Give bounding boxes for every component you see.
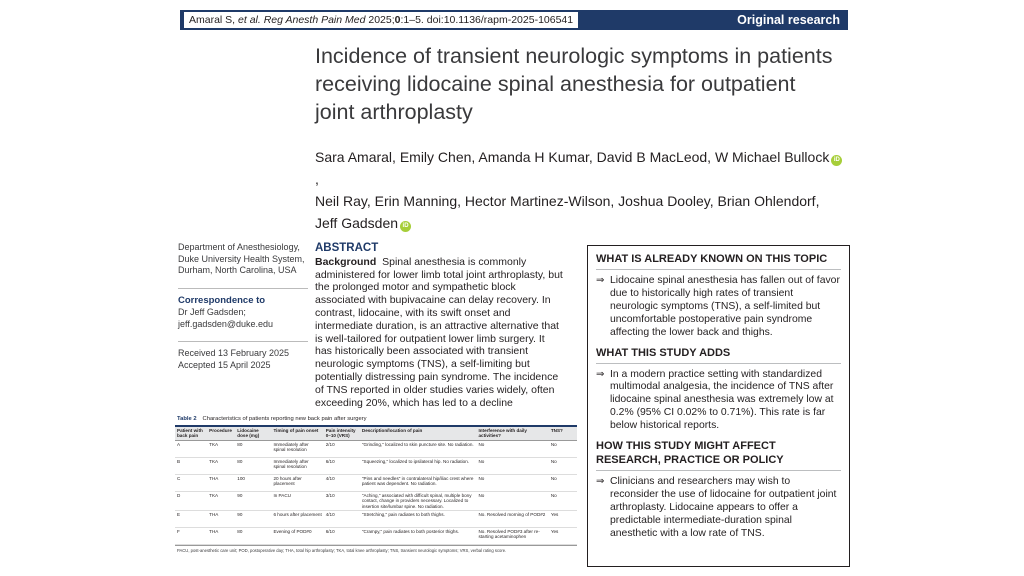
adds-heading: WHAT THIS STUDY ADDS [596,346,731,359]
table-cell: No [549,474,577,491]
table-cell: THA [207,511,235,528]
column-header: Pain intensity 0–10 (VRS) [324,427,360,440]
author-list [315,146,850,234]
affect-text: Clinicians and researchers may wish to reconsider the use of lidocaine for outpatient joint arthroplasty. Lidocaine appears to offer a predictable intermediate-duration spinal anesthetic with a low rate of TNS. [610,476,837,539]
affiliation [178,242,308,277]
column-header: Interference with daily activities? [476,427,548,440]
table-cell: No [549,491,577,510]
authors-line-3: Jeff Gadsden [315,215,399,231]
table-cell: A [175,440,207,457]
column-header: Procedure [207,427,235,440]
table-cell: "Squeezing," localized to ipsilateral hip. No radiation. [360,457,477,474]
table-cell: D [175,491,207,510]
table-cell: No [476,457,548,474]
column-header: Patient with back pain [175,427,207,440]
patient-table [175,427,577,545]
table-cell: TKA [207,440,235,457]
correspondence-heading: Correspondence to [178,288,308,307]
table-cell: 2/10 [324,440,360,457]
table-cell: 80 [235,528,271,545]
citation-journal: et al. Reg Anesth Pain Med [238,14,366,26]
orcid-icon[interactable]: iD [831,155,842,166]
table-cell: B [175,457,207,474]
table-cell: In PACU [271,491,323,510]
table-caption [175,414,577,427]
article-title: Incidence of transient neurologic symptoms in patients receiving lidocaine spinal anesthesia for outpatient joint arthroplasty [315,44,833,124]
table-cell: C [175,474,207,491]
table-cell: "Pins and needles" in contralateral hip/iliac crest where patient was dependent. No radiation. [360,474,477,491]
table-cell: 4/10 [324,474,360,491]
table-cell: Immediately after spinal resolution [271,440,323,457]
table-cell: Yes [549,511,577,528]
background-label: Background [315,255,377,268]
abstract-background [315,256,563,410]
affiliation-line: Department of Anesthesiology, [178,242,300,252]
known-item [596,269,841,340]
orcid-icon[interactable]: iD [400,221,411,232]
accepted-date: Accepted 15 April 2025 [178,359,271,370]
column-header: TNS? [549,427,577,440]
affect-item [596,470,841,541]
affiliation-line: Duke University Health System, [178,253,305,264]
known-text: Lidocaine spinal anesthesia has fallen out of favor due to historically high rates of transient neurologic symptoms (TNS), a self-limited but uncomfortable postoperative pain syndrome affecting the lower back and thighs. [610,275,840,338]
correspondence-email[interactable]: jeff.gadsden@duke.edu [178,318,274,329]
table-cell: "Aching," associated with difficult spinal, multiple bony contact, change in providers necessary. Localized to insertion site/lumbar spine. No radiation. [360,491,477,510]
table-cell: No. Resolved POD#3 after re-starting acetaminophen [476,528,548,545]
double-arrow-icon: ⇒ [596,368,605,380]
table-cell: No [476,440,548,457]
table-cell: 90 [235,491,271,510]
column-header: Description/location of pain [360,427,477,440]
background-text: Spinal anesthesia is commonly administered for lower limb total joint arthroplasty, but the prolonged motor and sympathetic block associated with bupivacaine can delay recovery. In contrast, lidocaine, with its swift onset and intermediate duration, is an attractive alternative that is well-tailored for outpatient lower limb surgery. It has historically been associated with transient neurologic symptoms (TNS), a self-limiting but potentially distressing pain syndrome. The incidence of TNS reported in older studies varies widely, often exceeding 20%, which has led to a decline [315,255,563,409]
correspondence-name: Dr Jeff Gadsden; [178,307,246,317]
table-cell: 4/10 [324,511,360,528]
table-cell: No [549,440,577,457]
table-cell: 6/10 [324,528,360,545]
table-cell: 6 hours after placement [271,511,323,528]
correspondence [178,307,308,330]
key-messages-box [587,245,850,567]
table-row [175,528,577,545]
authors-line-1-suffix: , [315,171,319,187]
citation [184,12,578,28]
adds-item [596,363,841,434]
authors-line-1: Sara Amaral, Emily Chen, Amanda H Kumar, David B MacLeod, W Michael Bullock [315,149,830,165]
table-cell: 100 [235,474,271,491]
abstract [315,242,563,412]
citation-year: 2025; [365,14,395,26]
article-sidebar [178,242,308,371]
affect-heading: HOW THIS STUDY MIGHT AFFECT RESEARCH, PRACTICE OR POLICY [596,440,784,467]
table-cell: No [476,474,548,491]
table-cell: No [549,457,577,474]
table-cell: 6/10 [324,457,360,474]
double-arrow-icon: ⇒ [596,275,605,286]
table-cell: 90 [235,511,271,528]
table-cell: 80 [235,457,271,474]
table-cell: Evening of POD#0 [271,528,323,545]
table-cell: No. Resolved morning of POD#2 [476,511,548,528]
double-arrow-icon: ⇒ [596,476,605,488]
table-row [175,511,577,528]
table-cell: F [175,528,207,545]
article-dates [178,341,308,371]
table-cell: No [476,491,548,510]
section-label: Original research [737,13,840,27]
table-header-row [175,427,577,440]
known-heading: WHAT IS ALREADY KNOWN ON THIS TOPIC [596,253,828,265]
table-cell: "Crampy," pain radiates to both posterior thighs. [360,528,477,545]
table-caption-text: Characteristics of patients reporting new back pain after surgery [202,416,367,422]
table-row [175,491,577,510]
authors-line-2: Neil Ray, Erin Manning, Hector Martinez-Wilson, Joshua Dooley, Brian Ohlendorf, [315,193,820,209]
table-2 [175,414,577,564]
table-cell: 20 hours after placement [271,474,323,491]
table-cell: 3/10 [324,491,360,510]
citation-authors: Amaral S, [189,14,239,26]
table-cell: Immediately after spinal resolution [271,457,323,474]
table-row [175,457,577,474]
citation-doi: :1–5. doi:10.1136/rapm-2025-106541 [400,14,574,26]
affiliation-line: Durham, North Carolina, USA [178,265,297,275]
abstract-heading: ABSTRACT [315,242,379,254]
table-cell: E [175,511,207,528]
received-date: Received 13 February 2025 [178,348,290,358]
table-cell: TKA [207,457,235,474]
table-cell: 80 [235,440,271,457]
table-cell: THA [207,474,235,491]
column-header: Lidocaine dose (mg) [235,427,271,440]
table-row [175,474,577,491]
column-header: Timing of pain onset [271,427,323,440]
table-cell: TKA [207,491,235,510]
table-cell: Yes [549,528,577,545]
table-label: Table 2 [177,416,197,422]
table-cell: "Grinding," localized to skin puncture site. No radiation. [360,440,477,457]
citation-volume: 0 [394,14,401,26]
table-cell: "Stretching," pain radiates to both thighs. [360,511,477,528]
table-cell: THA [207,528,235,545]
table-row [175,440,577,457]
adds-text: In a modern practice setting with standardized multimodal analgesia, the incidence of TNS after lidocaine spinal anesthesia was extremely low at 0.2% (95% CI 0.02% to 0.71%). This rate is far below historical reports. [610,368,834,432]
table-footnote: PACU, post-anesthetic care unit; POD, postoperative day; THA, total hip arthroplasty; TKA, total knee arthroplasty; TNS, transient neurologic symptoms; VRS, verbal rating score. [175,545,577,555]
